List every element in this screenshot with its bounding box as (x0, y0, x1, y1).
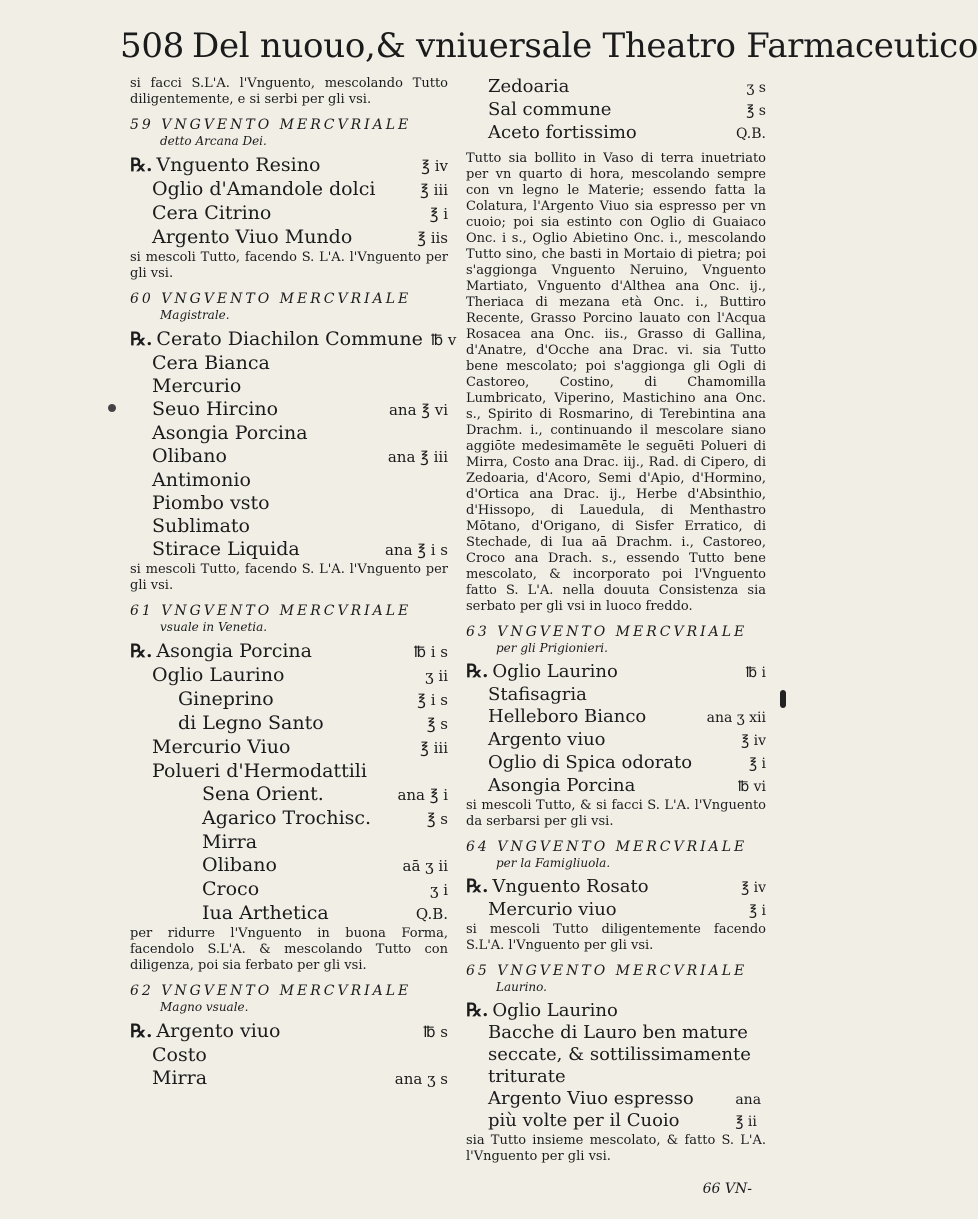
ingredient-row (130, 492, 448, 515)
ingredient-name: Asongia Porcina (152, 422, 308, 444)
ingredient-name: Mirra (152, 1067, 208, 1089)
recipe-60-heading (130, 290, 448, 322)
ingredient-dose: ℥ iv (741, 733, 766, 749)
ingredient-row (466, 1088, 766, 1133)
ingredient-dose: ℥ i (748, 903, 766, 919)
ingredient-row (130, 1067, 448, 1091)
ingredient-row (130, 760, 448, 783)
ingredient-row (130, 445, 448, 469)
recipe-instructions: per ridurre l'Vnguento in buona Forma, facendolo S.L'A. & mescolando Tutto con diligenza, poi sia ferbato per gli vsi. (130, 926, 448, 973)
page-edge-mark (780, 690, 786, 708)
ingredient-name: Polueri d'Hermodattili (152, 760, 367, 782)
ingredient-dose: ℥ i (429, 205, 448, 223)
ingredient-row (130, 831, 448, 854)
ingredient-row (466, 752, 766, 775)
ingredient-name: Agarico Trochisc. (202, 807, 372, 829)
ingredient-row (130, 736, 448, 760)
recipe-instructions: si mescoli Tutto, & si facci S. L'A. l'Vnguento da serbarsi per gli vsi. (466, 798, 766, 829)
ingredient-dose: ℔ v (430, 331, 457, 349)
ingredient-dose: ℥ s (426, 715, 448, 733)
ingredient-name: Aceto fortissimo (488, 122, 637, 143)
ingredient-name: di Legno Santo (178, 712, 324, 734)
ingredient-name: Argento Viuo Mundo (152, 226, 353, 248)
ingredient-row (130, 375, 448, 398)
right-column (466, 76, 766, 1171)
recipe-title: 65 VNGVENTO MERCVRIALE (466, 963, 748, 979)
recipe-title: 60 VNGVENTO MERCVRIALE (130, 291, 412, 307)
recipe-subtitle: per la Famigliuola. (496, 856, 611, 870)
ingredient-row (130, 712, 448, 736)
ingredient-dose: ℔ i s (413, 643, 448, 661)
recipe-symbol: ℞. (130, 155, 153, 176)
ingredient-dose: ℔ i (745, 665, 766, 681)
ingredient-name: Oglio d'Amandole dolci (152, 178, 376, 200)
recipe-title: 59 VNGVENTO MERCVRIALE (130, 117, 412, 133)
ingredient-name: Mirra (202, 831, 258, 853)
ingredient-name: Cera Bianca (152, 352, 270, 374)
ingredient-row (130, 1020, 448, 1044)
recipe-instructions: sia Tutto insieme mescolato, & fatto S. L'A. l'Vnguento per gli vsi. (466, 1133, 766, 1164)
ingredient-name: Sal commune (488, 99, 612, 120)
ingredient-row (130, 640, 448, 664)
ingredient-name: Argento Viuo espresso più volte per il Cuoio (488, 1088, 694, 1131)
ingredient-name: Croco (202, 878, 260, 900)
ingredient-name: Iua Arthetica (202, 902, 329, 924)
ingredient-dose: ʒ ii (425, 667, 448, 685)
left-column (130, 76, 457, 1091)
ingredient-dose: ana ʒ xii (706, 710, 766, 726)
ingredient-name: Asongia Porcina (156, 640, 312, 662)
ingredient-dose: ana ℥ ii (735, 1092, 762, 1130)
ingredient-row (130, 469, 448, 492)
recipe-title: 62 VNGVENTO MERCVRIALE (130, 983, 412, 999)
recipe-65-heading (466, 962, 766, 994)
ingredient-name: Oglio Laurino (152, 664, 285, 686)
page-header (120, 26, 978, 66)
ingredient-dose: Q.B. (415, 905, 448, 923)
recipe-instructions: Tutto sia bollito in Vaso di terra inuetriato per vn quarto di hora, mescolando sempre con vn legno le Materie; essendo fatta la Colatura, l'Argento Viuo sia espresso per vn cuoio; poi sia estinto con Oglio di Guaiaco Onc. i s., Oglio Abietino Onc. i., mescolando Tutto sino, che basti in Mortaio di pietra; poi s'aggionga Vnguento Neruino, Vnguento Martiato, Vnguento d'Althea ana Onc. ij., Theriaca di mezana età Onc. i., Buttiro Recente, Grasso Porcino lauato con l'Acqua Rosacea ana Onc. iis., Grasso di Gallina, d'Anatre, d'Ocche ana Drac. vi. sia Tutto bene mescolato; poi s'aggionga gli Ogli di Castoreo, Costino, di Chamomilla Lumbricato, Viperino, Mastichino ana Onc. s., Spirito di Rosmarino, di Terebintina ana Drachm. i., continuando il mescolare siano aggiōte medesimamēte le seguēti Polueri di Mirra, Costo ana Drac. iij., Rad. di Cipero, di Zedoaria, d'Acoro, Semi d'Apio, d'Hormino, d'Ortica ana Drac. ij., Herbe d'Absinthio, d'Hissopo, di Lauedula, di Menthastro Mōtano, d'Origano, di Sisfer Erratico, di Stechade, di Iua aā Drachm. i., Castoreo, Croco ana Drach. s., essendo Tutto bene mescolato, & incorporato poi l'Vnguento fatto S. L'A. nella douuta Consistenza sia serbato per gli vsi in luoco freddo. (466, 151, 766, 614)
ingredient-name: Bacche di Lauro ben mature seccate, & sottilissimamente triturate (488, 1022, 751, 1087)
ingredient-dose: ana ℥ i s (384, 541, 448, 559)
ingredient-row (130, 352, 448, 375)
ingredient-row (130, 398, 448, 422)
ingredient-row (130, 178, 448, 202)
recipe-instructions: si mescoli Tutto diligentemente facendo S.L'A. l'Vnguento per gli vsi. (466, 922, 766, 953)
ingredient-row (130, 878, 448, 902)
ingredient-name: Olibano (202, 854, 277, 876)
ingredient-row (130, 538, 448, 562)
ingredient-name: Olibano (152, 445, 227, 467)
ingredient-row (466, 775, 766, 798)
recipe-subtitle: detto Arcana Dei. (160, 134, 267, 148)
ingredient-name: Stafisagria (488, 684, 587, 705)
ingredient-row (130, 328, 457, 352)
ingredient-row (466, 1000, 766, 1022)
recipe-subtitle: Laurino. (496, 980, 547, 994)
intro-text: si facci S.L'A. l'Vnguento, mescolando Tutto diligentemente, e si serbi per gli vsi. (130, 76, 448, 107)
ingredient-row (130, 854, 448, 878)
recipe-symbol: ℞. (466, 661, 489, 682)
ingredient-name: Asongia Porcina (488, 775, 636, 796)
ingredient-dose: ℥ iii (420, 739, 448, 757)
running-title: Del nuouo,& vniuersale Theatro Farmaceutico (192, 26, 978, 66)
recipe-63-heading (466, 623, 766, 655)
ingredient-row (130, 664, 448, 688)
ingredient-dose: aā ʒ ii (402, 857, 448, 875)
ingredient-row (130, 202, 448, 226)
recipe-64-heading (466, 838, 766, 870)
ingredient-row (466, 684, 766, 706)
ingredient-name: Piombo vsto (152, 492, 270, 514)
ingredient-row (130, 515, 448, 538)
ingredient-row (466, 876, 766, 899)
ingredient-dose: ana ℥ iii (387, 448, 448, 466)
ingredient-row (466, 122, 766, 145)
ingredient-row (130, 688, 448, 712)
ingredient-name: Mercurio Viuo (152, 736, 291, 758)
ingredient-dose: ʒ s (746, 80, 766, 96)
ingredient-row (466, 706, 766, 729)
ingredient-dose: ℥ s (746, 103, 766, 119)
recipe-title: 61 VNGVENTO MERCVRIALE (130, 603, 412, 619)
ingredient-name: Gineprino (178, 688, 274, 710)
ingredient-dose: Q.B. (736, 126, 766, 142)
ingredient-name: Stirace Liquida (152, 538, 300, 560)
ingredient-name: Vnguento Resino (156, 154, 321, 176)
recipe-subtitle: per gli Prigionieri. (496, 641, 608, 655)
ingredient-dose: ana ℥ i (397, 786, 448, 804)
ingredient-name: Helleboro Bianco (488, 706, 647, 727)
ingredient-dose: ℔ vi (737, 779, 766, 795)
recipe-instructions: si mescoli Tutto, facendo S. L'A. l'Vnguento per gli vsi. (130, 562, 448, 593)
recipe-symbol: ℞. (466, 1000, 489, 1021)
recipe-symbol: ℞. (130, 329, 153, 350)
ingredient-name: Cerato Diachilon Commune (156, 328, 423, 350)
ingredient-name: Sublimato (152, 515, 250, 537)
ingredient-dose: ℥ iis (417, 229, 448, 247)
ingredient-row (130, 807, 448, 831)
ingredient-dose: ʒ i (429, 881, 448, 899)
ingredient-name: Cera Citrino (152, 202, 272, 224)
ingredient-dose: ℥ s (426, 810, 448, 828)
ingredient-row (466, 76, 766, 99)
ingredient-dose: ℥ iv (421, 157, 448, 175)
ingredient-name: Antimonio (152, 469, 251, 491)
ingredient-name: Argento viuo (156, 1020, 281, 1042)
ingredient-row (130, 902, 448, 926)
ingredient-dose: ana ʒ s (394, 1070, 448, 1088)
recipe-subtitle: Magno vsuale. (160, 1000, 249, 1014)
recipe-symbol: ℞. (130, 1021, 153, 1042)
ingredient-name: Costo (152, 1044, 207, 1066)
ingredient-name: Mercurio viuo (488, 899, 617, 920)
recipe-59-heading (130, 116, 448, 148)
ingredient-dose: ℥ iii (420, 181, 448, 199)
ingredient-row (130, 1044, 448, 1067)
ingredient-row (130, 154, 448, 178)
recipe-subtitle: Magistrale. (160, 308, 230, 322)
ink-spot (108, 404, 116, 412)
recipe-61-heading (130, 602, 448, 634)
ingredient-name: Seuo Hircino (152, 398, 279, 420)
ingredient-name: Oglio Laurino (492, 661, 618, 682)
ingredient-row (130, 422, 448, 445)
ingredient-dose: ℥ i s (417, 691, 448, 709)
catchword: 66 VN- (702, 1181, 752, 1197)
recipe-symbol: ℞. (130, 641, 153, 662)
page-number: 508 (120, 26, 184, 66)
ingredient-name: Vnguento Rosato (492, 876, 649, 897)
ingredient-dose: ℥ iv (741, 880, 766, 896)
ingredient-dose: ℥ i (748, 756, 766, 772)
ingredient-name: Oglio Laurino (492, 1000, 618, 1021)
ingredient-name: Argento viuo (488, 729, 606, 750)
recipe-symbol: ℞. (466, 876, 489, 897)
ingredient-row (466, 661, 766, 684)
recipe-subtitle: vsuale in Venetia. (160, 620, 268, 634)
recipe-title: 63 VNGVENTO MERCVRIALE (466, 624, 748, 640)
recipe-title: 64 VNGVENTO MERCVRIALE (466, 839, 748, 855)
ingredient-name: Sena Orient. (202, 783, 324, 805)
ingredient-row (466, 729, 766, 752)
ingredient-name: Oglio di Spica odorato (488, 752, 693, 773)
ingredient-dose: ℔ s (423, 1023, 448, 1041)
ingredient-dose: ana ℥ vi (388, 401, 448, 419)
ingredient-row (466, 1022, 766, 1088)
recipe-62-heading (130, 982, 448, 1014)
ingredient-row (130, 783, 448, 807)
ingredient-name: Zedoaria (488, 76, 570, 97)
ingredient-name: Mercurio (152, 375, 242, 397)
ingredient-row (466, 899, 766, 922)
ingredient-row (130, 226, 448, 250)
recipe-instructions: si mescoli Tutto, facendo S. L'A. l'Vnguento per gli vsi. (130, 250, 448, 281)
ingredient-row (466, 99, 766, 122)
